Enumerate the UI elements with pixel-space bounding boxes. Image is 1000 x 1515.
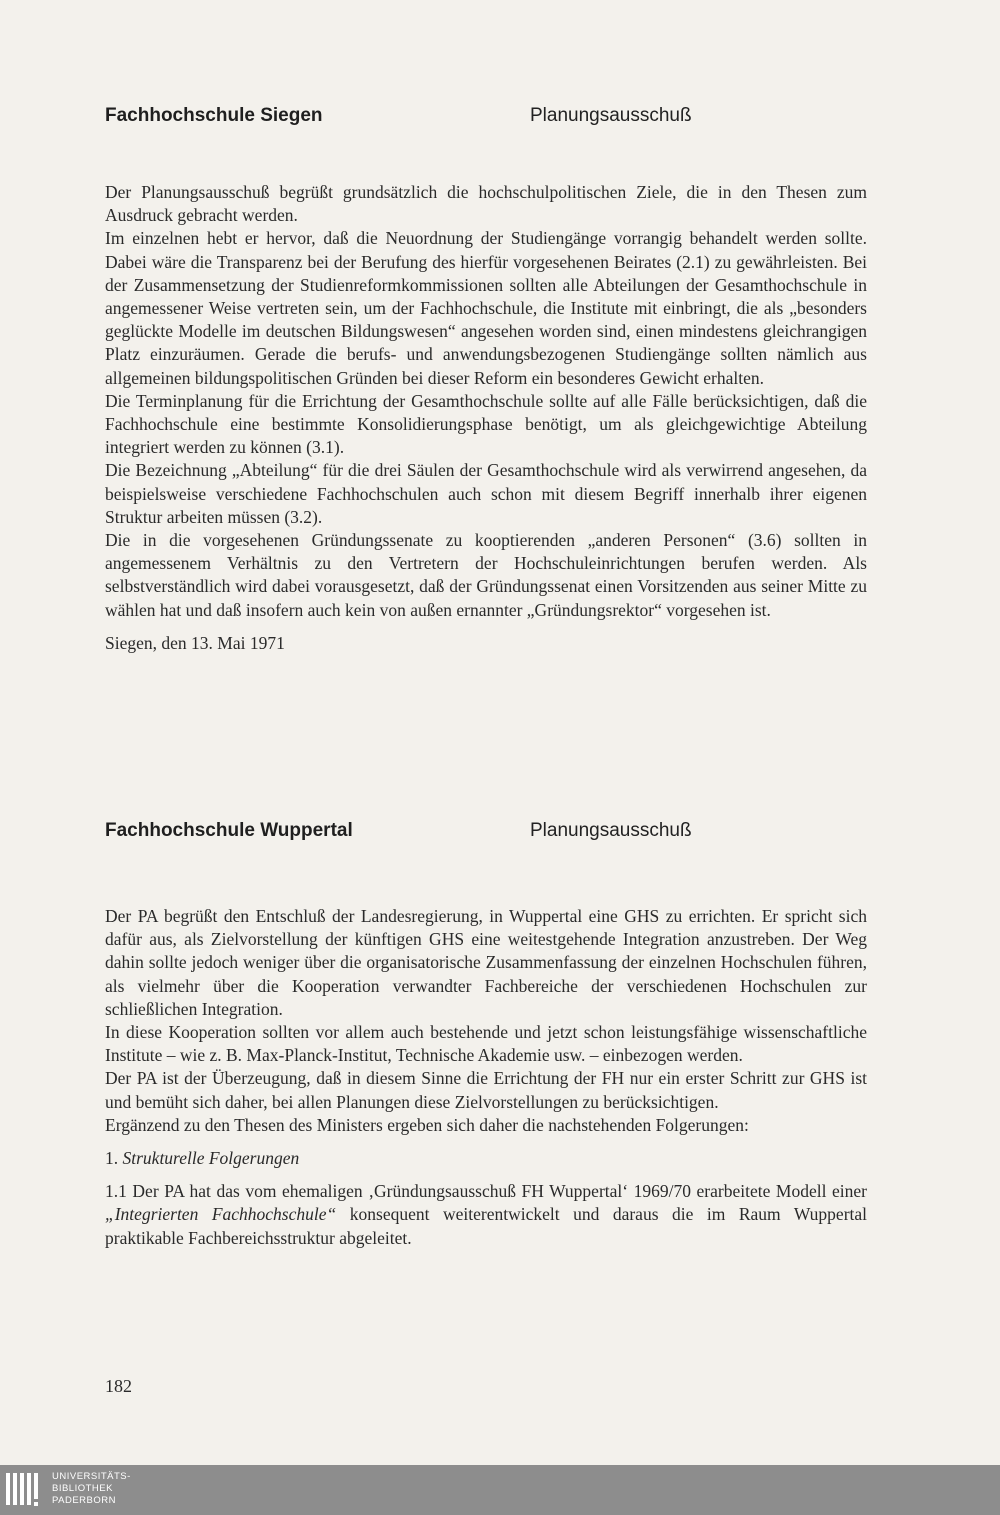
- paragraph-part: 1.1 Der PA hat das vom ehemaligen ‚Gründungsausschuß FH Wuppertal‘ 1969/70 erarbeitete Modell einer: [105, 1181, 867, 1202]
- subheading-number: 1.: [105, 1148, 119, 1169]
- committee-title: Planungsausschuß: [530, 105, 692, 126]
- library-logo-icon: [4, 1469, 46, 1511]
- library-name-line: UNIVERSITÄTS-: [52, 1471, 131, 1482]
- paragraph: Die Bezeichnung „Abteilung“ für die drei Säulen der Gesamthochschule wird als verwirrend angesehen, da beispielsweise verschiedene Fachhochschulen auch schon mit diesem Begriff innerhalb ihrer eigenen Struktur arbeiten müssen (3.2).: [105, 460, 867, 527]
- subheading: [105, 1147, 867, 1170]
- paragraph: Im einzelnen hebt er hervor, daß die Neuordnung der Studiengänge vorrangig behandelt werden sollte. Dabei wäre die Transparenz bei der Berufung des hierfür vorgesehenen Beirates (2.1) zu gewährleisten. Bei der Zusammensetzung der Studienreformkommissionen sollten alle Abteilungen der Gesamthochschule in angemessener Weise vertreten sein, um der Fachhochschule, die Institute mit einbringt, die als „besonders geglückte Modelle im deutschen Bildungswesen“ angesehen worden sind, einen mindestens gleichrangigen Platz einzuräumen. Gerade die berufs- und anwendungsbezogenen Studiengänge sollten nämlich aus allgemeinen bildungspolitischen Gründen bei dieser Reform ein besonderes Gewicht erhalten.: [105, 228, 867, 388]
- library-name-line: BIBLIOTHEK: [52, 1483, 113, 1494]
- page-number: 182: [105, 1376, 132, 1396]
- section-body-wuppertal: [105, 905, 867, 1250]
- emphasis-text: „Integrierten Fachhochschule“: [105, 1204, 337, 1225]
- institution-title: Fachhochschule Siegen: [105, 105, 323, 126]
- paragraph: Ergänzend zu den Thesen des Ministers ergeben sich daher die nachstehenden Folgerungen:: [105, 1114, 749, 1135]
- section-header-siegen: [105, 105, 905, 135]
- paragraph: Die Terminplanung für die Errichtung der Gesamthochschule sollte auf alle Fälle berücksichtigen, daß die Fachhochschule eine bestimmte Konsolidierungsphase benötigt, um als gleichgewichtige Abteilung integriert werden zu können (3.1).: [105, 390, 867, 458]
- subheading-text: Strukturelle Folgerungen: [122, 1148, 300, 1169]
- paragraph: Der PA begrüßt den Entschluß der Landesregierung, in Wuppertal eine GHS zu errichten. Er spricht sich dafür aus, als Zielvorstellung der künftigen GHS eine weitestgehende Integration anzustreben. Der Weg dahin sollte jedoch weniger über die organisatorische Zusammenfassung der einzelnen Hochschulen führen, als vielmehr über die Kooperation verwandter Fachbereiche der verschiedenen Hochschulen zur schließlichen Integration.: [105, 906, 867, 1019]
- library-name-line: PADERBORN: [52, 1495, 116, 1506]
- section-body-siegen: [105, 181, 867, 655]
- library-footer: [0, 1465, 1000, 1515]
- committee-title: Planungsausschuß: [530, 820, 692, 841]
- paragraph: [105, 1180, 867, 1250]
- paragraph: Der Planungsausschuß begrüßt grundsätzlich die hochschulpolitischen Ziele, die in den Thesen zum Ausdruck gebracht werden.: [105, 182, 867, 226]
- paragraph: Die in die vorgesehenen Gründungssenate zu kooptierenden „anderen Personen“ (3.6) sollten in angemessenem Verhältnis zu den Vertretern der Hochschuleinrichtungen berufen werden. Als selbstverständlich wird dabei vorausgesetzt, daß der Gründungssenat einen Vorsitzenden aus seiner Mitte zu wählen hat und daß insofern auch kein von außen ernannter „Gründungsrektor“ vorgesehen ist.: [105, 530, 867, 620]
- paragraph: In diese Kooperation sollten vor allem auch bestehende und jetzt schon leistungsfähige wissenschaftliche Institute – wie z. B. Max-Planck-Institut, Technische Akademie usw. – einbezogen werden.: [105, 1022, 867, 1066]
- paragraph-part: konsequent weiterentwickelt und daraus die im Raum Wuppertal praktikable Fachbereichsstruktur abgeleitet.: [105, 1204, 868, 1248]
- institution-title: Fachhochschule Wuppertal: [105, 820, 353, 841]
- library-name: [52, 1471, 131, 1507]
- paragraph: Der PA ist der Überzeugung, daß in diesem Sinne die Errichtung der FH nur ein erster Schritt zur GHS ist und bemüht sich daher, bei allen Planungen diese Zielvorstellungen zu berücksichtigen.: [105, 1068, 867, 1112]
- section-header-wuppertal: [105, 820, 905, 850]
- closing-date: Siegen, den 13. Mai 1971: [105, 632, 285, 653]
